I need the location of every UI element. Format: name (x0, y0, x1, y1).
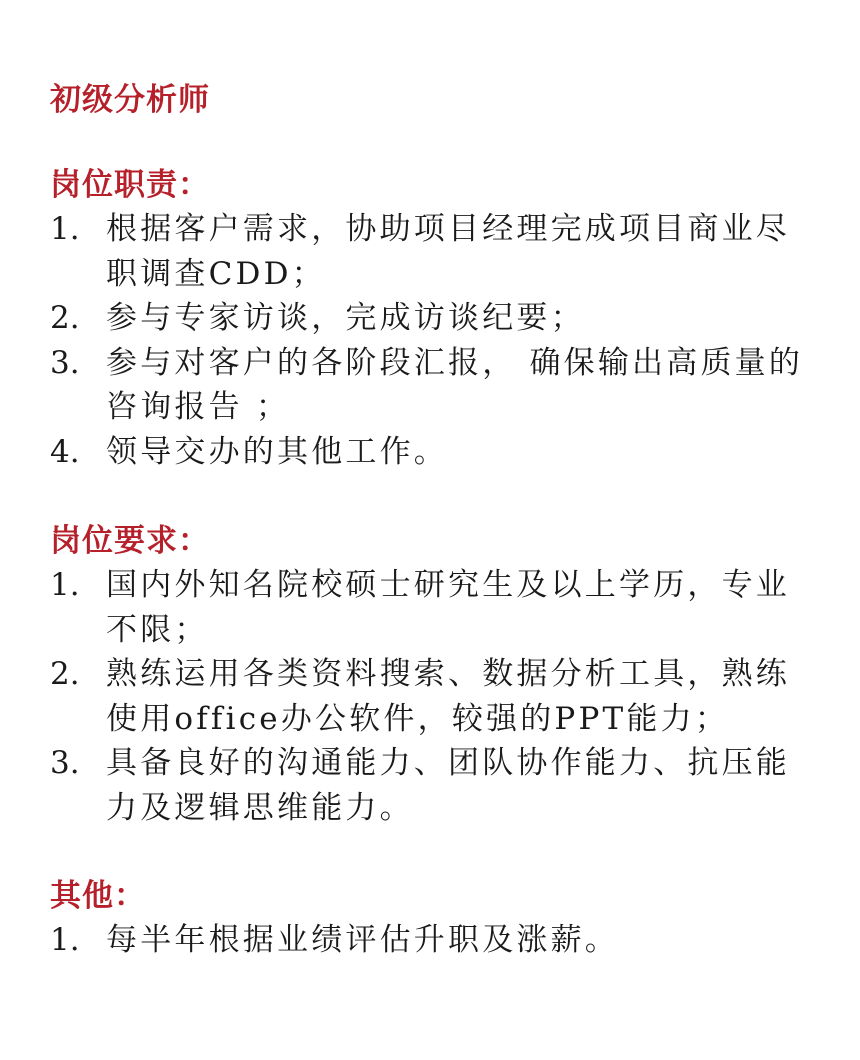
section-title-requirements: 岗位要求： (50, 523, 210, 559)
item-text: 熟练运用各类资料搜索、数据分析工具，熟练使用office办公软件，较强的PPT能力； (106, 656, 790, 737)
duties-list (50, 207, 820, 474)
item-number: 1. (50, 567, 80, 603)
list-item (50, 430, 820, 475)
list-item (50, 563, 820, 652)
item-text: 参与对客户的各阶段汇报， 确保输出高质量的咨询报告 ； (106, 344, 804, 425)
item-text: 参与专家访谈，完成访谈纪要； (106, 300, 585, 336)
list-item (50, 918, 820, 963)
item-number: 2. (50, 300, 80, 336)
item-number: 1. (50, 922, 80, 958)
list-item (50, 652, 820, 741)
section-requirements (50, 519, 820, 830)
item-number: 3. (50, 745, 80, 781)
item-number: 1. (50, 211, 80, 247)
list-item (50, 296, 820, 341)
item-number: 3. (50, 344, 80, 381)
requirements-list (50, 563, 820, 830)
list-item (50, 341, 820, 430)
section-other (50, 874, 820, 963)
item-number: 2. (50, 656, 80, 692)
item-text: 每半年根据业绩评估升职及涨薪。 (106, 922, 619, 958)
section-title-other: 其他： (50, 878, 146, 914)
item-text: 根据客户需求，协助项目经理完成项目商业尽职调查CDD； (106, 211, 790, 292)
item-number: 4. (50, 433, 80, 470)
list-item (50, 207, 820, 296)
section-duties (50, 163, 820, 474)
list-item (50, 741, 820, 830)
item-text: 领导交办的其他工作。 (106, 433, 448, 470)
item-text: 具备良好的沟通能力、团队协作能力、抗压能力及逻辑思维能力。 (106, 745, 790, 826)
section-title-duties: 岗位职责： (50, 167, 210, 203)
item-text: 国内外知名院校硕士研究生及以上学历，专业不限； (106, 567, 790, 648)
job-title: 初级分析师 (50, 82, 210, 118)
other-list (50, 918, 820, 963)
